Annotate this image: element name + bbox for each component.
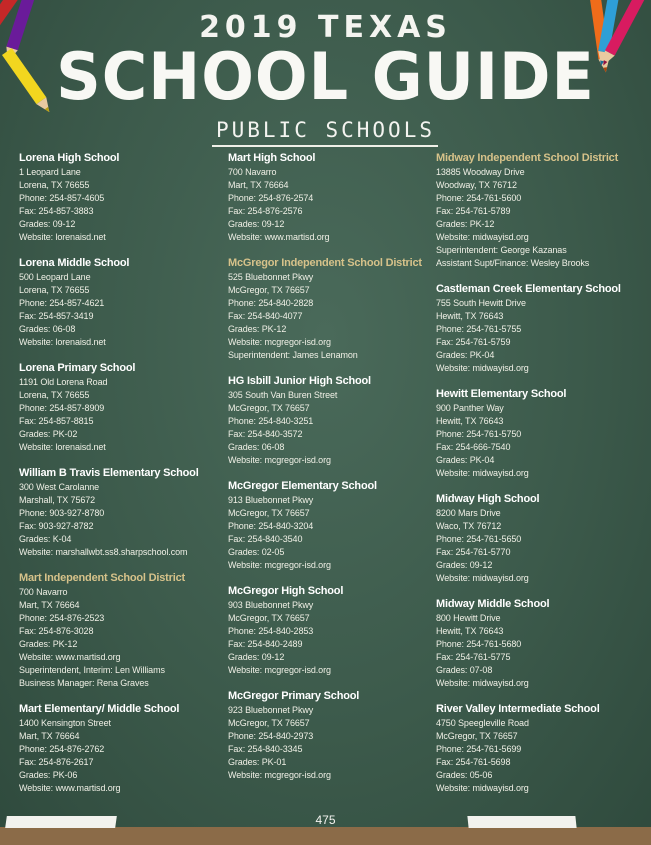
address-line: Hewitt, TX 76643 <box>436 311 504 321</box>
school-entry <box>228 375 433 467</box>
address-line: McGregor, TX 76657 <box>228 285 310 295</box>
address-line: Woodway, TX 76712 <box>436 180 517 190</box>
address-line: McGregor, TX 76657 <box>228 403 310 413</box>
school-name: Mart Elementary/ Middle School <box>19 703 180 715</box>
website-line: Website: mcgregor-isd.org <box>228 455 331 465</box>
district-entry <box>436 152 641 270</box>
address-line: Mart, TX 76664 <box>19 731 80 741</box>
school-entry <box>436 703 641 795</box>
school-entry <box>436 388 641 480</box>
website-line: Website: lorenaisd.net <box>19 232 106 242</box>
address-line: 8200 Mars Drive <box>436 508 501 518</box>
fax-line: Fax: 254-876-2576 <box>228 206 303 216</box>
grades-line: Grades: 02-05 <box>228 547 285 557</box>
address-line: 900 Panther Way <box>436 403 504 413</box>
listing-column-3 <box>436 152 641 808</box>
grades-line: Grades: PK-02 <box>19 429 78 439</box>
district-name: Midway Independent School District <box>436 152 619 164</box>
phone-line: Phone: 254-761-5750 <box>436 429 522 439</box>
grades-line: Grades: 06-08 <box>19 324 76 334</box>
staff-line: Superintendent: George Kazanas <box>436 245 567 255</box>
staff-line: Superintendent, Interim: Len Williams <box>19 665 165 675</box>
section-title: PUBLIC SCHOOLS <box>215 118 435 142</box>
phone-line: Phone: 254-761-5650 <box>436 534 522 544</box>
phone-line: Phone: 254-761-5755 <box>436 324 522 334</box>
address-line: 923 Bluebonnet Pkwy <box>228 705 314 715</box>
grades-line: Grades: PK-12 <box>228 324 287 334</box>
staff-line: Business Manager: Rena Graves <box>19 678 149 688</box>
school-name: Hewitt Elementary School <box>436 388 567 400</box>
address-line: Lorena, TX 76655 <box>19 390 90 400</box>
school-entry <box>436 493 641 585</box>
address-line: 1191 Old Lorena Road <box>19 377 108 387</box>
website-line: Website: mcgregor-isd.org <box>228 665 331 675</box>
address-line: Lorena, TX 76655 <box>19 180 90 190</box>
address-line: Hewitt, TX 76643 <box>436 626 504 636</box>
phone-line: Phone: 254-857-4605 <box>19 193 105 203</box>
fax-line: Fax: 254-857-3883 <box>19 206 94 216</box>
staff-line: Superintendent: James Lenamon <box>228 350 358 360</box>
phone-line: Phone: 254-761-5600 <box>436 193 522 203</box>
address-line: 1400 Kensington Street <box>19 718 111 728</box>
phone-line: Phone: 254-840-3251 <box>228 416 314 426</box>
page-title: SCHOOL GUIDE <box>56 38 595 115</box>
school-name: HG Isbill Junior High School <box>228 375 371 387</box>
phone-line: Phone: 254-840-2853 <box>228 626 314 636</box>
school-name: Lorena Primary School <box>19 362 136 374</box>
phone-line: Phone: 254-840-3204 <box>228 521 314 531</box>
school-entry <box>228 585 433 677</box>
school-entry <box>228 480 433 572</box>
fax-line: Fax: 254-876-2617 <box>19 757 94 767</box>
website-line: Website: mcgregor-isd.org <box>228 560 331 570</box>
school-entry <box>19 152 224 244</box>
grades-line: Grades: 09-12 <box>436 560 493 570</box>
school-name: William B Travis Elementary School <box>19 467 199 479</box>
website-line: Website: midwayisd.org <box>436 468 529 478</box>
section-underline <box>212 145 438 147</box>
fax-line: Fax: 254-761-5775 <box>436 652 511 662</box>
fax-line: Fax: 254-761-5698 <box>436 757 511 767</box>
phone-line: Phone: 254-761-5699 <box>436 744 522 754</box>
grades-line: Grades: PK-04 <box>436 455 495 465</box>
address-line: 13885 Woodway Drive <box>436 167 525 177</box>
district-entry <box>19 572 224 690</box>
address-line: Hewitt, TX 76643 <box>436 416 504 426</box>
listing-column-2 <box>228 152 433 795</box>
address-line: Mart, TX 76664 <box>228 180 289 190</box>
phone-line: Phone: 254-761-5680 <box>436 639 522 649</box>
chalk-ledge <box>0 827 651 845</box>
listing-column-1 <box>19 152 224 808</box>
grades-line: Grades: 09-12 <box>228 219 285 229</box>
website-line: Website: midwayisd.org <box>436 678 529 688</box>
address-line: 755 South Hewitt Drive <box>436 298 526 308</box>
website-line: Website: lorenaisd.net <box>19 442 106 452</box>
address-line: 903 Bluebonnet Pkwy <box>228 600 314 610</box>
website-line: Website: www.martisd.org <box>19 783 121 793</box>
address-line: McGregor, TX 76657 <box>228 508 310 518</box>
district-entry <box>228 257 433 362</box>
website-line: Website: midwayisd.org <box>436 573 529 583</box>
page-number: 475 <box>315 813 336 827</box>
fax-line: Fax: 254-876-3028 <box>19 626 94 636</box>
page-header <box>0 0 651 150</box>
district-name: McGregor Independent School District <box>228 257 422 269</box>
website-line: Website: mcgregor-isd.org <box>228 337 331 347</box>
school-name: River Valley Intermediate School <box>436 703 600 715</box>
website-line: Website: www.martisd.org <box>228 232 330 242</box>
grades-line: Grades: PK-01 <box>228 757 287 767</box>
website-line: Website: mcgregor-isd.org <box>228 770 331 780</box>
year-title: 2019 TEXAS <box>199 10 452 45</box>
address-line: Waco, TX 76712 <box>436 521 502 531</box>
school-name: Lorena High School <box>19 152 120 164</box>
website-line: Website: marshallwbt.ss8.sharpschool.com <box>19 547 188 557</box>
grades-line: Grades: 06-08 <box>228 442 285 452</box>
grades-line: Grades: PK-12 <box>19 639 78 649</box>
address-line: Lorena, TX 76655 <box>19 285 90 295</box>
school-name: McGregor Elementary School <box>228 480 377 492</box>
fax-line: Fax: 903-927-8782 <box>19 521 94 531</box>
district-name: Mart Independent School District <box>19 572 185 584</box>
fax-line: Fax: 254-840-3345 <box>228 744 303 754</box>
phone-line: Phone: 254-876-2762 <box>19 744 105 754</box>
school-entry <box>19 257 224 349</box>
fax-line: Fax: 254-840-3572 <box>228 429 303 439</box>
phone-line: Phone: 254-876-2523 <box>19 613 105 623</box>
phone-line: Phone: 254-876-2574 <box>228 193 314 203</box>
website-line: Website: midwayisd.org <box>436 232 529 242</box>
fax-line: Fax: 254-840-2489 <box>228 639 303 649</box>
website-line: Website: www.martisd.org <box>19 652 121 662</box>
fax-line: Fax: 254-761-5759 <box>436 337 511 347</box>
website-line: Website: midwayisd.org <box>436 783 529 793</box>
school-entry <box>436 283 641 375</box>
school-entry <box>228 690 433 782</box>
grades-line: Grades: PK-06 <box>19 770 78 780</box>
address-line: Marshall, TX 75672 <box>19 495 96 505</box>
phone-line: Phone: 254-857-4621 <box>19 298 105 308</box>
school-name: Mart High School <box>228 152 316 164</box>
school-entry <box>19 467 224 559</box>
fax-line: Fax: 254-761-5770 <box>436 547 511 557</box>
school-name: Midway High School <box>436 493 540 505</box>
staff-line: Assistant Supt/Finance: Wesley Brooks <box>436 258 590 268</box>
grades-line: Grades: PK-12 <box>436 219 495 229</box>
website-line: Website: lorenaisd.net <box>19 337 106 347</box>
address-line: 305 South Van Buren Street <box>228 390 338 400</box>
grades-line: Grades: 07-08 <box>436 665 493 675</box>
address-line: McGregor, TX 76657 <box>228 613 310 623</box>
fax-line: Fax: 254-857-8815 <box>19 416 94 426</box>
phone-line: Phone: 254-840-2828 <box>228 298 314 308</box>
school-entry <box>436 598 641 690</box>
school-name: McGregor Primary School <box>228 690 360 702</box>
address-line: 700 Navarro <box>19 587 68 597</box>
grades-line: Grades: 09-12 <box>19 219 76 229</box>
address-line: 1 Leopard Lane <box>19 167 81 177</box>
grades-line: Grades: K-04 <box>19 534 72 544</box>
address-line: 300 West Carolanne <box>19 482 100 492</box>
address-line: 4750 Speegleville Road <box>436 718 529 728</box>
website-line: Website: midwayisd.org <box>436 363 529 373</box>
address-line: Mart, TX 76664 <box>19 600 80 610</box>
school-name: Lorena Middle School <box>19 257 130 269</box>
school-name: Castleman Creek Elementary School <box>436 283 621 295</box>
fax-line: Fax: 254-761-5789 <box>436 206 511 216</box>
phone-line: Phone: 254-857-8909 <box>19 403 105 413</box>
address-line: McGregor, TX 76657 <box>228 718 310 728</box>
fax-line: Fax: 254-857-3419 <box>19 311 94 321</box>
fax-line: Fax: 254-840-4077 <box>228 311 303 321</box>
school-name: Midway Middle School <box>436 598 550 610</box>
phone-line: Phone: 254-840-2973 <box>228 731 314 741</box>
address-line: 525 Bluebonnet Pkwy <box>228 272 314 282</box>
fax-line: Fax: 254-840-3540 <box>228 534 303 544</box>
grades-line: Grades: 09-12 <box>228 652 285 662</box>
address-line: 800 Hewitt Drive <box>436 613 501 623</box>
address-line: 913 Bluebonnet Pkwy <box>228 495 314 505</box>
school-entry <box>19 703 224 795</box>
school-name: McGregor High School <box>228 585 344 597</box>
address-line: McGregor, TX 76657 <box>436 731 518 741</box>
grades-line: Grades: PK-04 <box>436 350 495 360</box>
school-entry <box>19 362 224 454</box>
school-entry <box>228 152 433 244</box>
phone-line: Phone: 903-927-8780 <box>19 508 105 518</box>
grades-line: Grades: 05-06 <box>436 770 493 780</box>
address-line: 500 Leopard Lane <box>19 272 91 282</box>
fax-line: Fax: 254-666-7540 <box>436 442 511 452</box>
address-line: 700 Navarro <box>228 167 277 177</box>
